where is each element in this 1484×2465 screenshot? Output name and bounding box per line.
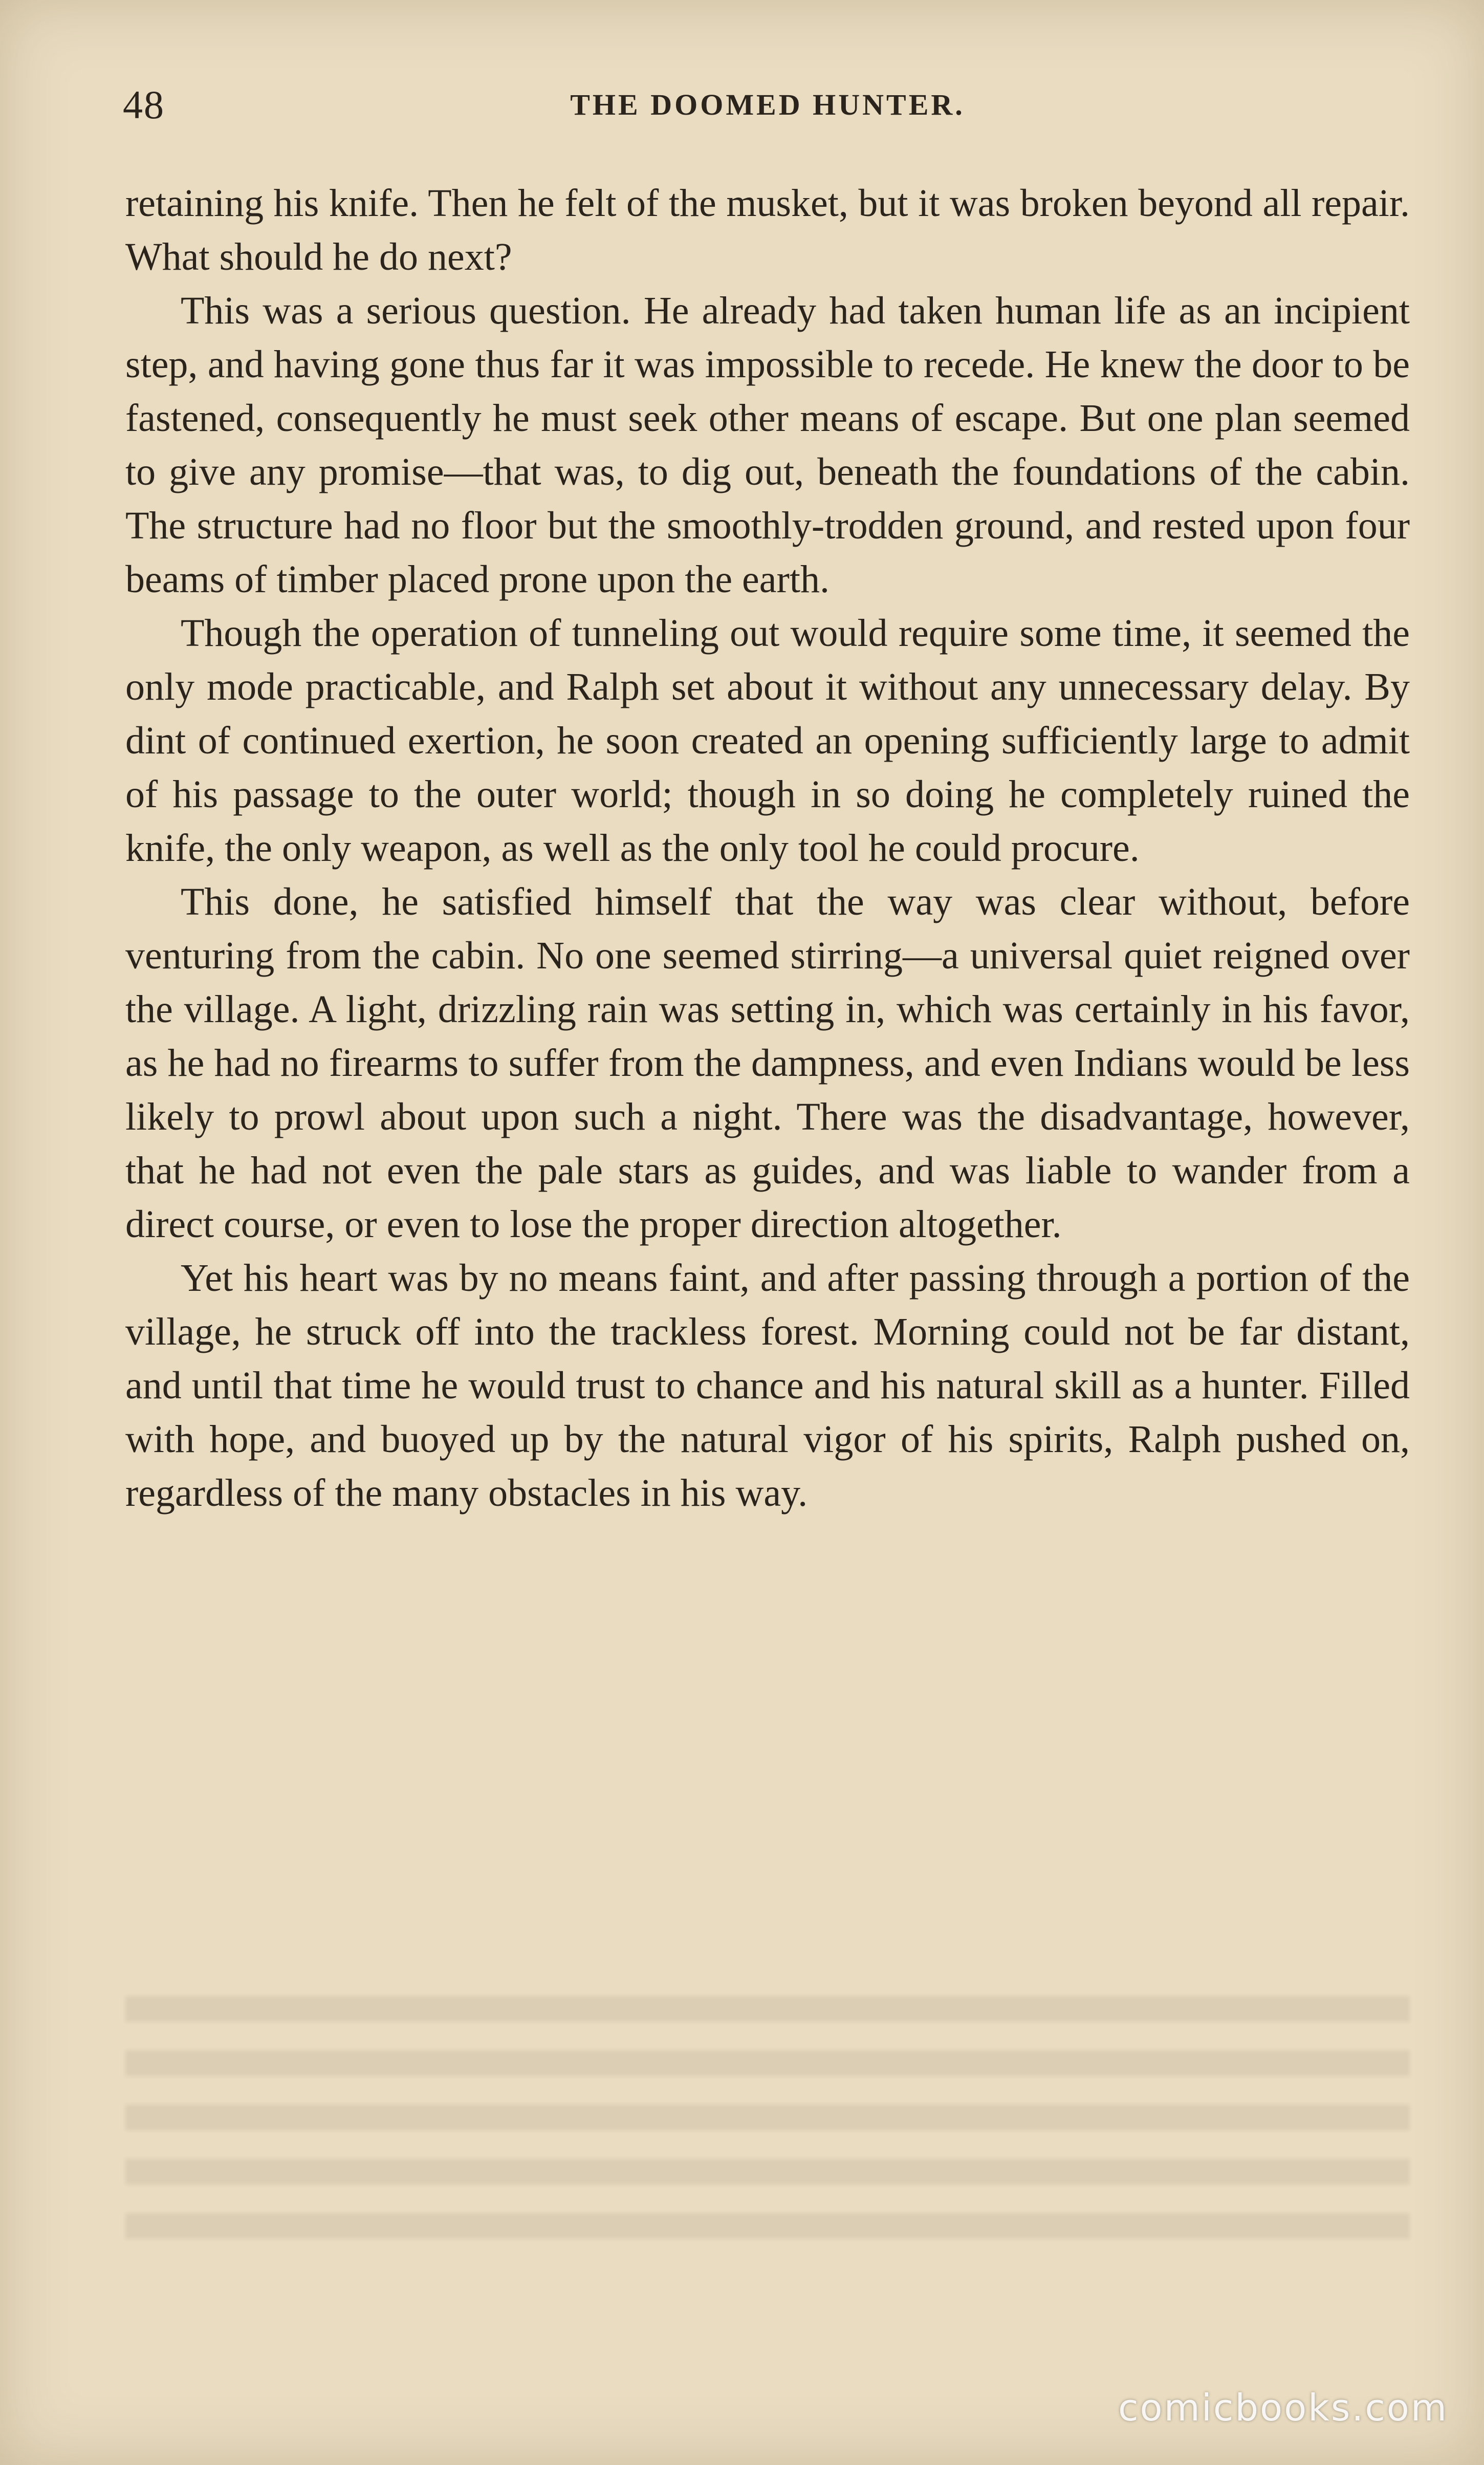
paragraph: Though the operation of tunneling out would require some time, it seemed the only mode practicable, and Ralph set about it without any unnecessary delay. By dint of continued exertion, he soon created an opening sufficiently large to admit of his passage to the outer world; though in so doing he completely ruined the knife, the only weapon, as well as the only tool he could procure. [125,612,1410,870]
paragraph: retaining his knife. Then he felt of the musket, but it was broken beyond all repair. What should he do next? [125,182,1410,278]
paragraph: Yet his heart was by no means faint, and after passing through a portion of the village, he struck off into the trackless forest. Morning could not be far distant, and until that time he would trust to chance and his natural skill as a hunter. Filled with hope, and buoyed up by the natural vigor of his spirits, Ralph pushed on, regardless of the many obstacles in his way. [125,1257,1410,1515]
show-through-text [125,1996,1410,2262]
watermark: comicbooks.com [1118,2386,1448,2429]
paragraph: This was a serious question. He already had taken human life as an incipient step, and having gone thus far it was impossible to recede. He knew the door to be fastened, consequently he must seek other means of escape. But one plan seemed to give any promise—that was, to dig out, beneath the foundations of the cabin. The structure had no floor but the smoothly-trodden ground, and rested upon four beams of timber placed prone upon the earth. [125,289,1410,601]
page-header [123,77,1412,133]
running-title: THE DOOMED HUNTER. [570,88,965,121]
body-text [125,177,1410,1520]
page-number: 48 [123,82,165,127]
paragraph: This done, he satisfied himself that the way was clear without, before venturing from the cabin. No one seemed stirring—a universal quiet reigned over the village. A light, drizzling rain was setting in, which was certainly in his favor, as he had no firearms to suffer from the dampness, and even Indians would be less likely to prowl about upon such a night. There was the disadvantage, however, that he had not even the pale stars as guides, and was liable to wander from a direct course, or even to lose the proper direction altogether. [125,880,1410,1246]
